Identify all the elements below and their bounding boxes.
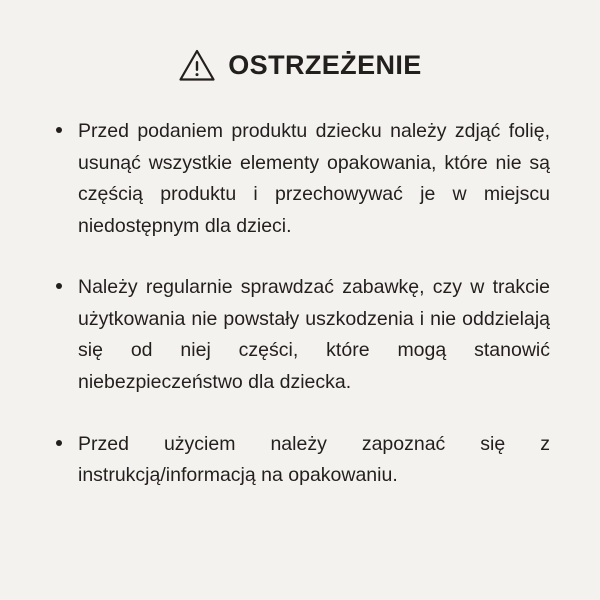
list-item [50, 116, 550, 242]
warning-header [38, 48, 562, 82]
bullet-dot-icon [56, 440, 62, 446]
warning-list [38, 116, 562, 492]
page-title: OSTRZEŻENIE [228, 49, 422, 80]
list-item-text: Przed podaniem produktu dziecku należy zdjąć folię, usunąć wszystkie elementy opakowania, które nie są częścią produktu i przechowywać je w miejscu niedostępnym dla dzieci. [78, 120, 550, 237]
warning-triangle-icon [178, 48, 216, 82]
list-item-text: Przed użyciem należy zapoznać się z instrukcją/informacją na opakowaniu. [78, 432, 550, 487]
list-item-text: Należy regularnie sprawdzać zabawkę, czy w trakcie użytkowania nie powstały uszkodzenia i nie oddzielają się od niej części, które mogą stanowić niebezpieczeństwo dla dziecka. [78, 276, 550, 394]
list-item [50, 429, 550, 492]
bullet-dot-icon [56, 127, 62, 133]
list-item [50, 272, 550, 398]
bullet-dot-icon [56, 283, 62, 289]
